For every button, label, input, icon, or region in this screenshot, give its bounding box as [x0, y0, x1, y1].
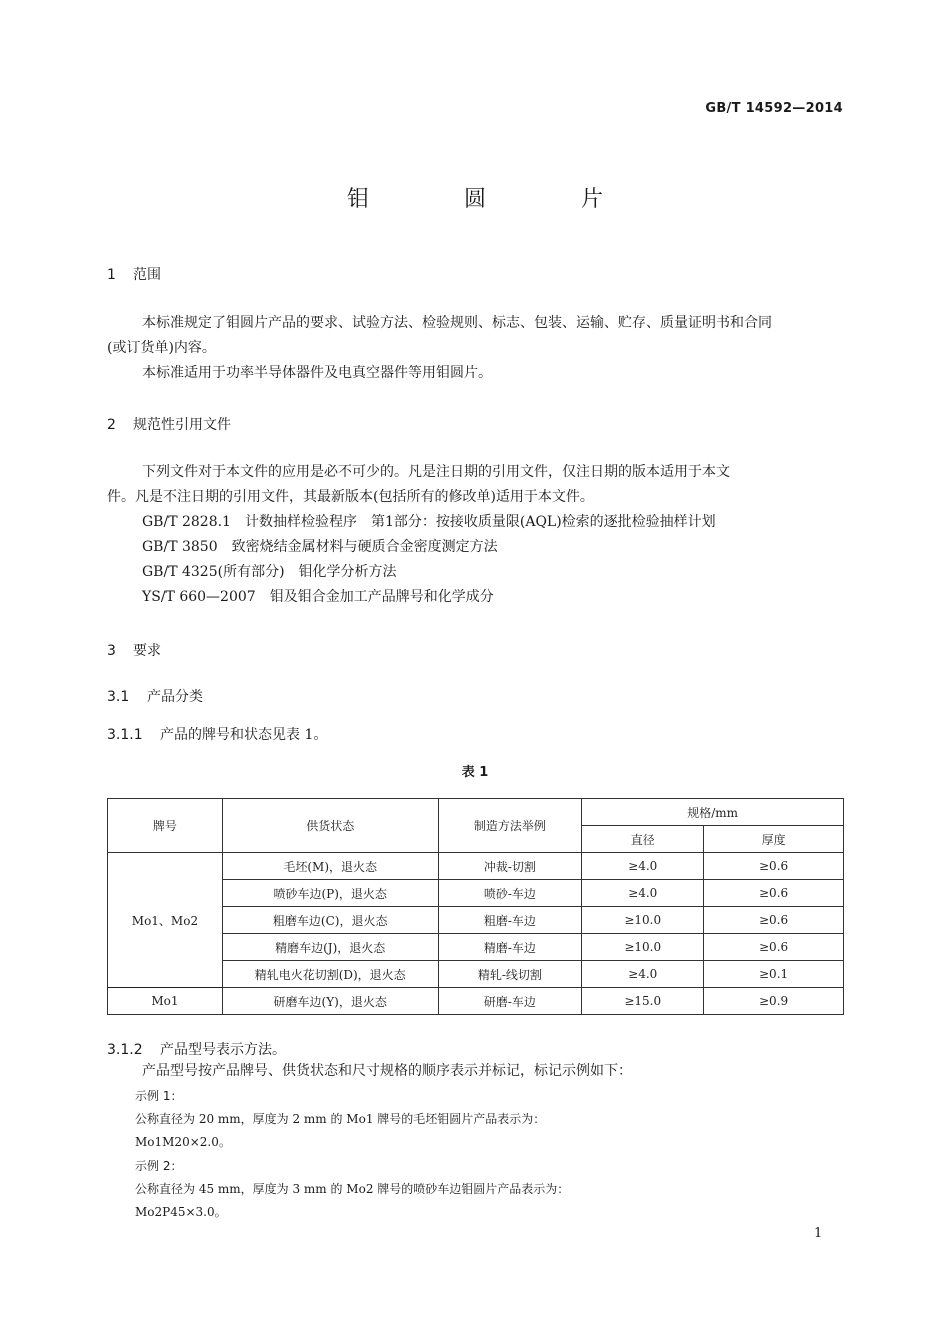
- clause-3-1-2: [107, 1039, 286, 1059]
- state-cell: 毛坯(M)，退火态: [222, 853, 438, 880]
- clause-number: 3.1.2: [107, 1042, 143, 1058]
- section-heading-2: [107, 414, 231, 434]
- header-diameter: 直径: [582, 826, 704, 853]
- method-cell: 精轧-线切割: [438, 961, 582, 988]
- grade-state-table: [107, 798, 844, 1015]
- clause-text: 产品的牌号和状态见表 1。: [160, 727, 328, 743]
- method-cell: 精磨-车边: [438, 934, 582, 961]
- diameter-cell: ≥10.0: [582, 934, 704, 961]
- thickness-cell: ≥0.6: [704, 907, 844, 934]
- state-cell: 粗磨车边(C)，退火态: [222, 907, 438, 934]
- reference-code: YS/T 660—2007: [142, 589, 256, 605]
- reference-title: 钼及钼合金加工产品牌号和化学成分: [269, 589, 494, 605]
- thickness-cell: ≥0.9: [704, 988, 844, 1015]
- section-heading-3: [107, 640, 161, 660]
- section-number: 3: [107, 643, 116, 659]
- clause-text: 产品型号表示方法。: [160, 1042, 286, 1058]
- header-thickness: 厚度: [704, 826, 844, 853]
- reference-code: GB/T 3850: [142, 539, 218, 555]
- reference-title: 钼化学分析方法: [298, 564, 397, 580]
- scope-paragraph-2: 本标准适用于功率半导体器件及电真空器件等用钼圆片。: [142, 365, 492, 381]
- state-cell: 精轧电火花切割(D)，退火态: [222, 961, 438, 988]
- reference-title: 计数抽样检验程序 第1部分：按接收质量限(AQL)检索的逐批检验抽样计划: [244, 514, 716, 530]
- diameter-cell: ≥4.0: [582, 853, 704, 880]
- reference-code: GB/T 2828.1: [142, 514, 231, 530]
- section-heading-1: [107, 264, 161, 284]
- header-grade: 牌号: [108, 799, 223, 853]
- diameter-cell: ≥4.0: [582, 961, 704, 988]
- example-text: 公称直径为 20 mm，厚度为 2 mm 的 Mo1 牌号的毛坯钼圆片产品表示为：: [135, 1112, 546, 1126]
- diameter-cell: ≥4.0: [582, 880, 704, 907]
- reference-code: GB/T 4325(所有部分): [142, 564, 285, 580]
- state-cell: 精磨车边(J)，退火态: [222, 934, 438, 961]
- section-title: 范围: [133, 267, 161, 283]
- grade-cell: Mo1: [108, 988, 223, 1015]
- reference-item: [142, 586, 494, 606]
- state-cell: 喷砂车边(P)，退火态: [222, 880, 438, 907]
- table-row: [108, 853, 844, 880]
- table-row: [108, 988, 844, 1015]
- refs-paragraph-line2: 件。凡是不注日期的引用文件，其最新版本(包括所有的修改单)适用于本文件。: [107, 489, 594, 505]
- scope-paragraph-line2: (或订货单)内容。: [107, 340, 216, 356]
- thickness-cell: ≥0.6: [704, 934, 844, 961]
- example-label: 示例 1：: [135, 1089, 183, 1103]
- section-title: 规范性引用文件: [133, 417, 231, 433]
- thickness-cell: ≥0.6: [704, 880, 844, 907]
- section-number: 3.1: [107, 689, 130, 705]
- state-cell: 研磨车边(Y)，退火态: [222, 988, 438, 1015]
- clause-3-1-1: [107, 724, 327, 744]
- method-cell: 研磨-车边: [438, 988, 582, 1015]
- section-title: 产品分类: [147, 689, 203, 705]
- subsection-heading-3-1: [107, 686, 203, 706]
- section-title: 要求: [133, 643, 161, 659]
- method-cell: 喷砂-车边: [438, 880, 582, 907]
- thickness-cell: ≥0.1: [704, 961, 844, 988]
- reference-title: 致密烧结金属材料与硬质合金密度测定方法: [231, 539, 498, 555]
- section-number: 2: [107, 417, 116, 433]
- method-cell: 冲裁-切割: [438, 853, 582, 880]
- diameter-cell: ≥10.0: [582, 907, 704, 934]
- table-caption: 表 1: [461, 765, 489, 780]
- header-state: 供货状态: [222, 799, 438, 853]
- page-number: 1: [814, 1226, 823, 1241]
- refs-paragraph-line1: 下列文件对于本文件的应用是必不可少的。凡是注日期的引用文件，仅注日期的版本适用于本文: [142, 464, 730, 480]
- scope-paragraph-line1: 本标准规定了钼圆片产品的要求、试验方法、检验规则、标志、包装、运输、贮存、质量证明书和合同: [142, 315, 772, 331]
- example-text: Mo1M20×2.0。: [135, 1135, 231, 1149]
- section-number: 1: [107, 267, 116, 283]
- header-spec: 规格/mm: [582, 799, 844, 826]
- reference-item: [142, 511, 716, 531]
- clause-number: 3.1.1: [107, 727, 143, 743]
- header-method: 制造方法举例: [438, 799, 582, 853]
- thickness-cell: ≥0.6: [704, 853, 844, 880]
- marking-paragraph: 产品型号按产品牌号、供货状态和尺寸规格的顺序表示并标记，标记示例如下：: [142, 1063, 632, 1079]
- reference-item: [142, 536, 498, 556]
- document-title: 钼 圆 片: [347, 187, 647, 212]
- example-text: 公称直径为 45 mm，厚度为 3 mm 的 Mo2 牌号的喷砂车边钼圆片产品表示为：: [135, 1182, 570, 1196]
- standard-number: GB/T 14592—2014: [705, 101, 843, 116]
- method-cell: 粗磨-车边: [438, 907, 582, 934]
- example-text: Mo2P45×3.0。: [135, 1205, 227, 1219]
- example-label: 示例 2：: [135, 1159, 183, 1173]
- diameter-cell: ≥15.0: [582, 988, 704, 1015]
- grade-cell: Mo1、Mo2: [108, 853, 223, 988]
- reference-item: [142, 561, 397, 581]
